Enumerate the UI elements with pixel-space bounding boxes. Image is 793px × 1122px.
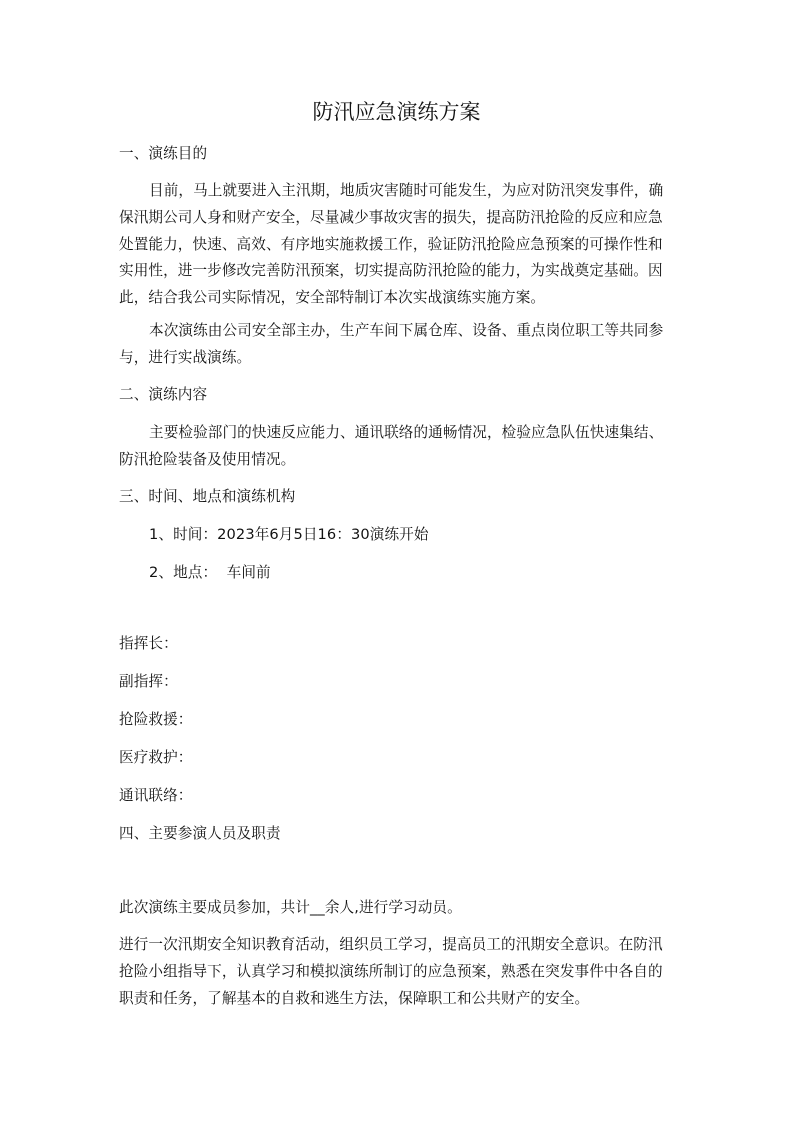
section-heading-participants: 四、主要参演人员及职责 bbox=[119, 825, 281, 842]
paragraph-training: 进行一次汛期安全知识教育活动，组织员工学习，提高员工的汛期安全意识。在防汛抢险小组指导下，认真学习和模拟演练所制订的应急预案，熟悉在突发事件中各自的职责和任务，了解基本的自救和逃生方法，保障职工和公共财产的安全。 bbox=[119, 936, 663, 1007]
role-commander: 指挥长： bbox=[119, 635, 178, 652]
document-title: 防汛应急演练方案 bbox=[312, 100, 481, 124]
role-rescue: 抢险救援： bbox=[119, 711, 193, 728]
role-medical: 医疗救护： bbox=[119, 749, 193, 766]
item-time: 1、时间：2023年6月5日16：30演练开始 bbox=[149, 526, 429, 543]
item-place: 2、地点： 车间前 bbox=[149, 564, 271, 581]
paragraph-content: 主要检验部门的快速反应能力、通讯联络的通畅情况，检验应急队伍快速集结、防汛抢险装备及使用情况。 bbox=[119, 424, 664, 468]
section-heading-content: 二、演练内容 bbox=[119, 386, 208, 403]
paragraph-participants: 此次演练主要成员参加，共计__余人,进行学习动员。 bbox=[119, 899, 462, 916]
role-communication: 通讯联络： bbox=[119, 787, 193, 804]
section-heading-purpose: 一、演练目的 bbox=[119, 145, 208, 162]
section-heading-time-place: 三、时间、地点和演练机构 bbox=[119, 488, 296, 505]
role-deputy-commander: 副指挥： bbox=[119, 673, 178, 690]
paragraph-purpose: 目前，马上就要进入主汛期，地质灾害随时可能发生，为应对防汛突发事件，确保汛期公司人身和财产安全，尽量减少事故灾害的损失，提高防汛抢险的反应和应急处置能力，快速、高效、有序地实施救援工作，验证防汛抢险应急预案的可操作性和实用性，进一步修改完善防汛预案，切实提高防汛抢险的能力，为实战奠定基础。因此，结合我公司实际情况，安全部特制订本次实战演练实施方案。 bbox=[119, 182, 664, 307]
paragraph-organizer: 本次演练由公司安全部主办，生产车间下属仓库、设备、重点岗位职工等共同参与，进行实战演练。 bbox=[119, 322, 664, 366]
